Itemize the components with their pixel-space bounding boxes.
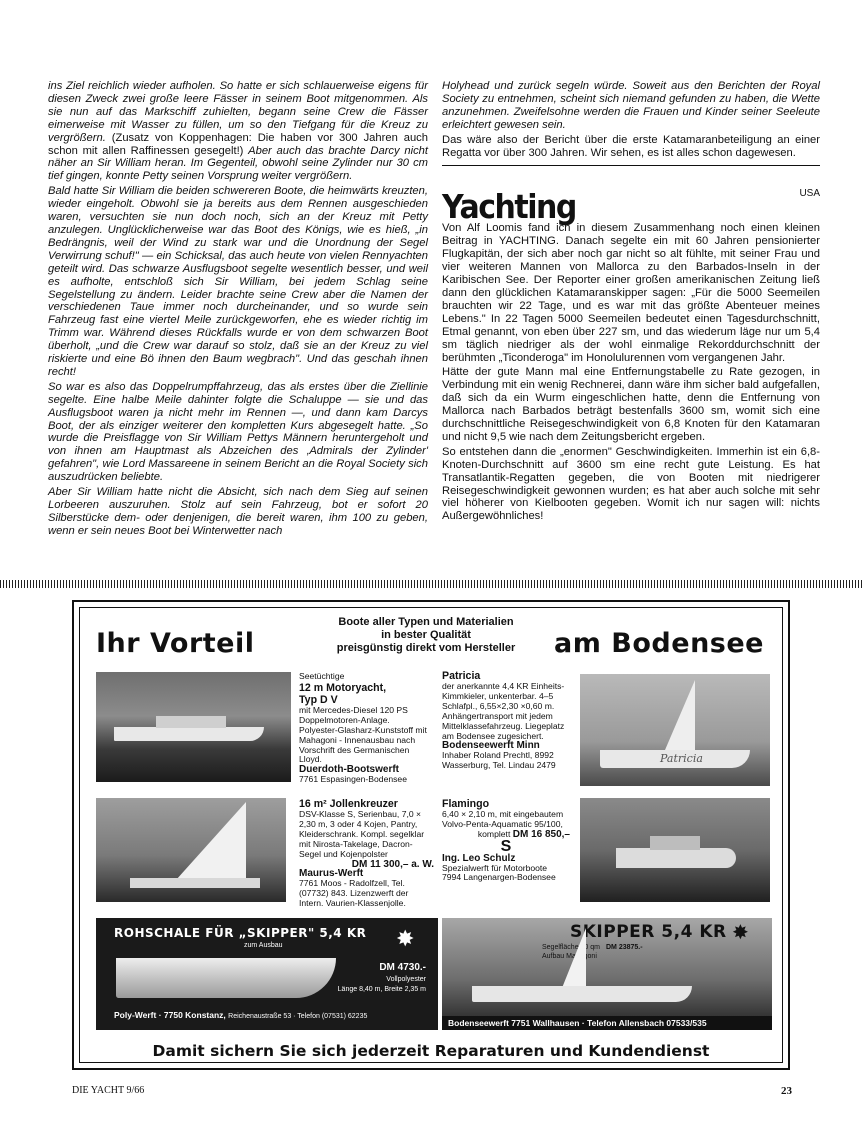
boat-hull [616, 848, 736, 868]
advertisement [72, 600, 790, 1070]
journal-name: DIE YACHT 9/66 [72, 1085, 145, 1096]
country-label: USA [799, 187, 820, 199]
rohschale-panel: ROHSCHALE FÜR „SKIPPER" 5,4 KR zum Ausbau ✸ DM 4730.- Vollpolyester Länge 8,40 m, Breite 2,35 m Poly-Werft · 7750 Konstanz, Reichenaustraße 53 · Telefon (07531) 62235 [96, 918, 438, 1030]
hull-shell-image [116, 958, 336, 998]
hatched-divider [0, 580, 864, 588]
paragraph: ins Ziel reichlich wieder aufholen. So hatte er sich schlauerweise eigens für diesen Zweck zwei große leere Fässer in seinem Boot mitgenommen. Als sie nun auf das Markschiff zuhielten, begann seine Crew die Fässer eimerweise mit Wasser zu füllen, um so den Tiefgang für die Kreuz zu vergrößern. (Zusatz von Koppenhagen: Die haben vor 300 Jahren auch schon mit allen Raffinessen gesegelt!) Aber auch das brachte Darcy nicht näher an Sir William heran. Im Gegenteil, obwohl seine Zylinder nur 30 cm tief gingen, konnte Petty seinen Vorsprung weiter vergrößern. [48, 80, 428, 183]
boat-hull [472, 986, 692, 1002]
sail-shape [562, 928, 586, 988]
patricia-text: Patricia der anerkannte 4,4 KR Einheits-Kimmkieler, unkenterbar. 4–5 Schlafpl., 6,55×2,30 ×0,60 m. Anhängertransport mit jedem Mittelklassefahrzeug. Liegeplatz am Bodensee zugesichert. Bodenseewerft Minn Inhaber Roland Prechtl, 8992 Wasserburg, Tel. Lindau 2479 [442, 670, 565, 771]
right-column [442, 80, 820, 525]
boat-hull [114, 727, 264, 741]
motoryacht-text: Seetüchtige 12 m Motoryacht, Typ D V mit Mercedes-Diesel 120 PS Doppelmotoren-Anlage. Polyester-Glasharz-Kunststoff mit Mahagoni - Innenausbau nach Vorschrift des Germanischen Lloyd. Duerdoth-Bootswerft 7761 Espasingen-Bodensee [299, 671, 427, 785]
paragraph: Von Alf Loomis fand ich in diesem Zusammenhang noch einen kleinen Beitrag in YACHTING. Danach segelte ein mit 60 Jahren pensionierter Flugkapitän, der sich aber noch gar nicht so alt fühlte, mit seiner Frau und vier weiteren Mannen von Mallorca zu den Barbados-Inseln in der Karibischen See. Der Reporter einer großen amerikanischen Zeitung ließ dann den glücklichen Katamaranskipper sagen: „Für die 5000 Seemeilen brauchten wir 22 Tage, und es war mit das größte Abenteuer meines Lebens." In 22 Tagen 5000 Seemeilen bedeutet einen Tagesdurchschnitt, Etmal genannt, von eben über 227 sm, und das wiederum läge nur um 5,4 sm täglich niedriger als der wohl einmalige Rekorddurchschnitt der berühmten „Ticonderoga" im Honolulurennen vom vergangenen Jahr. [442, 222, 820, 364]
boat-windshield [650, 836, 700, 850]
left-column [48, 80, 428, 540]
ad-slogan: Damit sichern Sie sich jederzeit Reparaturen und Kundendienst [152, 1042, 710, 1060]
star-logo-icon: ✸ [396, 926, 415, 951]
flamingo-photo [580, 798, 770, 902]
paragraph: So entstehen dann die „enormen" Geschwindigkeiten. Immerhin ist ein 6,8-Knoten-Durchschnitt auf 3600 sm eine recht gute Leistung. Es hat Transatlantik-Regatten gegeben, die von Booten mit niedrigerer Reisegeschwindigkeit gewonnen wurden; es hat aber auch solche mit sehr viel höherer von Kielbooten gegeben. Womit ich nur sagen will: nichts Außergewöhnliches! [442, 445, 820, 523]
page-footer [72, 1085, 792, 1097]
paragraph: Bald hatte Sir William die beiden schwereren Boote, die heimwärts kreuzten, wieder eingeholt. Obwohl sie ja bereits aus dem Rennen ausgeschieden waren, versuchten sie nun doch noch, sich an der Kreuz mit Petty anzulegen. Unglücklicherweise war das Boot des Königs, wie es hieß, „in Bedrängnis, weil der Wind zu stark war und die Unordnung der Segel Verwirrung schuf!" — ein Schicksal, das auch heute von vielen Rennyachten geteilt wird. Das schwarze Ausflugsboot segelte wesentlich besser, und weil es aufholte, entschloß sich Sir William, bei jedem Schlag seine Segelstellung zu ändern. Leider brachte seine Crew aber die Namen der verschiedenen Taue immer noch durcheinander, und so wurde sein Fahrzeug fast eine vierteI Meile zurückgeworfen, ehe es wieder richtig im Trimm war. Während dieses Rückfalls wurde er von dem schwarzen Boot überholt, „und die Crew war darauf so stolz, daß sie an der Kreuz zu viel riskierte und eine Bö ihnen den Baum wegbrach". Und das geschah ihnen recht! [48, 185, 428, 378]
paragraph: Holyhead und zurück segeln würde. Soweit aus den Berichten der Royal Society zu entnehmen, scheint sich niemand gefunden zu haben, die Wette anzunehmen. Zweifelsohne werden die Frauen und Kinder seiner Seeleute erleichtert gewesen sein. [442, 80, 820, 131]
motoryacht-photo [96, 672, 291, 782]
masthead [442, 170, 820, 227]
ad-header [74, 616, 788, 666]
patricia-hull: Patricia [600, 750, 750, 768]
paragraph: Das wäre also der Bericht über die erste Katamaranbeteiligung an einer Regatta vor über 300 Jahren. Wir sehen, es ist alles schon dagewesen. [442, 133, 820, 159]
ad-headline-right: am Bodensee [554, 628, 764, 659]
boat-hull [130, 878, 260, 888]
jollenkreuzer-photo [96, 798, 286, 902]
patricia-photo [580, 674, 770, 786]
werft-logo: S [500, 837, 512, 855]
ad-tagline: Boote aller Typen und Materialien in bester Qualität preisgünstig direkt vom Hersteller [336, 616, 516, 654]
page-number: 23 [781, 1085, 792, 1097]
ad-headline-left: Ihr Vorteil [96, 628, 255, 659]
paragraph: Hätte der gute Mann mal eine Entfernungstabelle zu Rate gezogen, in Verbindung mit ein wenig Rechnerei, dann wäre ihm sicher bald aufgefallen, daß sich da ein Wurm eingeschlichen hatte, denn die Entfernung von Mallorca nach Barbados beträgt bestenfalls 3600 sm, womit sich eine durchschnittliche Reisegeschwindigkeit von 6,8 Knoten für den Katamaran und nicht 9,5 wie nach dem Zeitungsbericht ergeben. [442, 366, 820, 443]
paragraph: Aber Sir William hatte nicht die Absicht, sich nach dem Sieg auf seinen Lorbeeren auszuruhen. Stolz auf sein Fahrzeug, bot er sofort 20 Silberstücke dem- oder denjenigen, die bereit waren, ihm 100 zu geben, wenn er sein neues Boot bei Winterwetter nach [48, 486, 428, 537]
sail-shape [176, 802, 246, 880]
yachting-logo: Yachting [442, 187, 576, 227]
divider [442, 165, 820, 166]
star-logo-icon: ✸ [732, 922, 749, 944]
jollenkreuzer-text: 16 m² Jollenkreuzer DSV-Klasse S, Serienbau, 7,0 × 2,30 m, 3 oder 4 Kojen, Pantry, Kleiderschrank. Kompl. segelklar mit Nirosta-Takelage, Dacron-Segel und Kojenpolster DM 11 300,– a. W. Maurus-Werft 7761 Moos - Radolfzell, Tel. (07732) 843. Lizenzwerft der Intern. Vaurien-Klassenjolle. [299, 798, 434, 909]
paragraph: So war es also das Doppelrumpffahrzeug, das als erstes über die Ziellinie segelte. Eine halbe Meile dahinter folgte die Schaluppe — sie und das Ausflugsboot waren ja nicht mehr im Rennen —, und dann kam Darcys Boot, der als einziger weiterer den kompletten Kurs abgesegelt hatte. „So wurde die Preisflagge von Sir William Pettys Männern heruntergeholt und von ihnen am Hauptmast als Abzeichen des ‚Admirals der Zylinder' gefahren", wie Lord Massareene in seinem Bericht an die Royal Society sich auszudrücken beliebte. [48, 380, 428, 484]
flamingo-text: Flamingo 6,40 × 2,10 m, mit eingebautem Volvo-Penta-Aquamatic 95/100, komplett DM 16 850,– S Ing. Leo Schulz Spezialwerft für Motorboote 7994 Langenargen-Bodensee [442, 798, 570, 883]
boat-cabin [156, 716, 226, 728]
skipper-panel: SKIPPER 5,4 KR ✸ Segelfläche 30 qm Aufbau Mahagoni DM 23875.- Bodenseewerft 7751 Wallhausen · Telefon Allensbach 07533/535 [442, 918, 772, 1030]
sail-shape [665, 680, 695, 750]
